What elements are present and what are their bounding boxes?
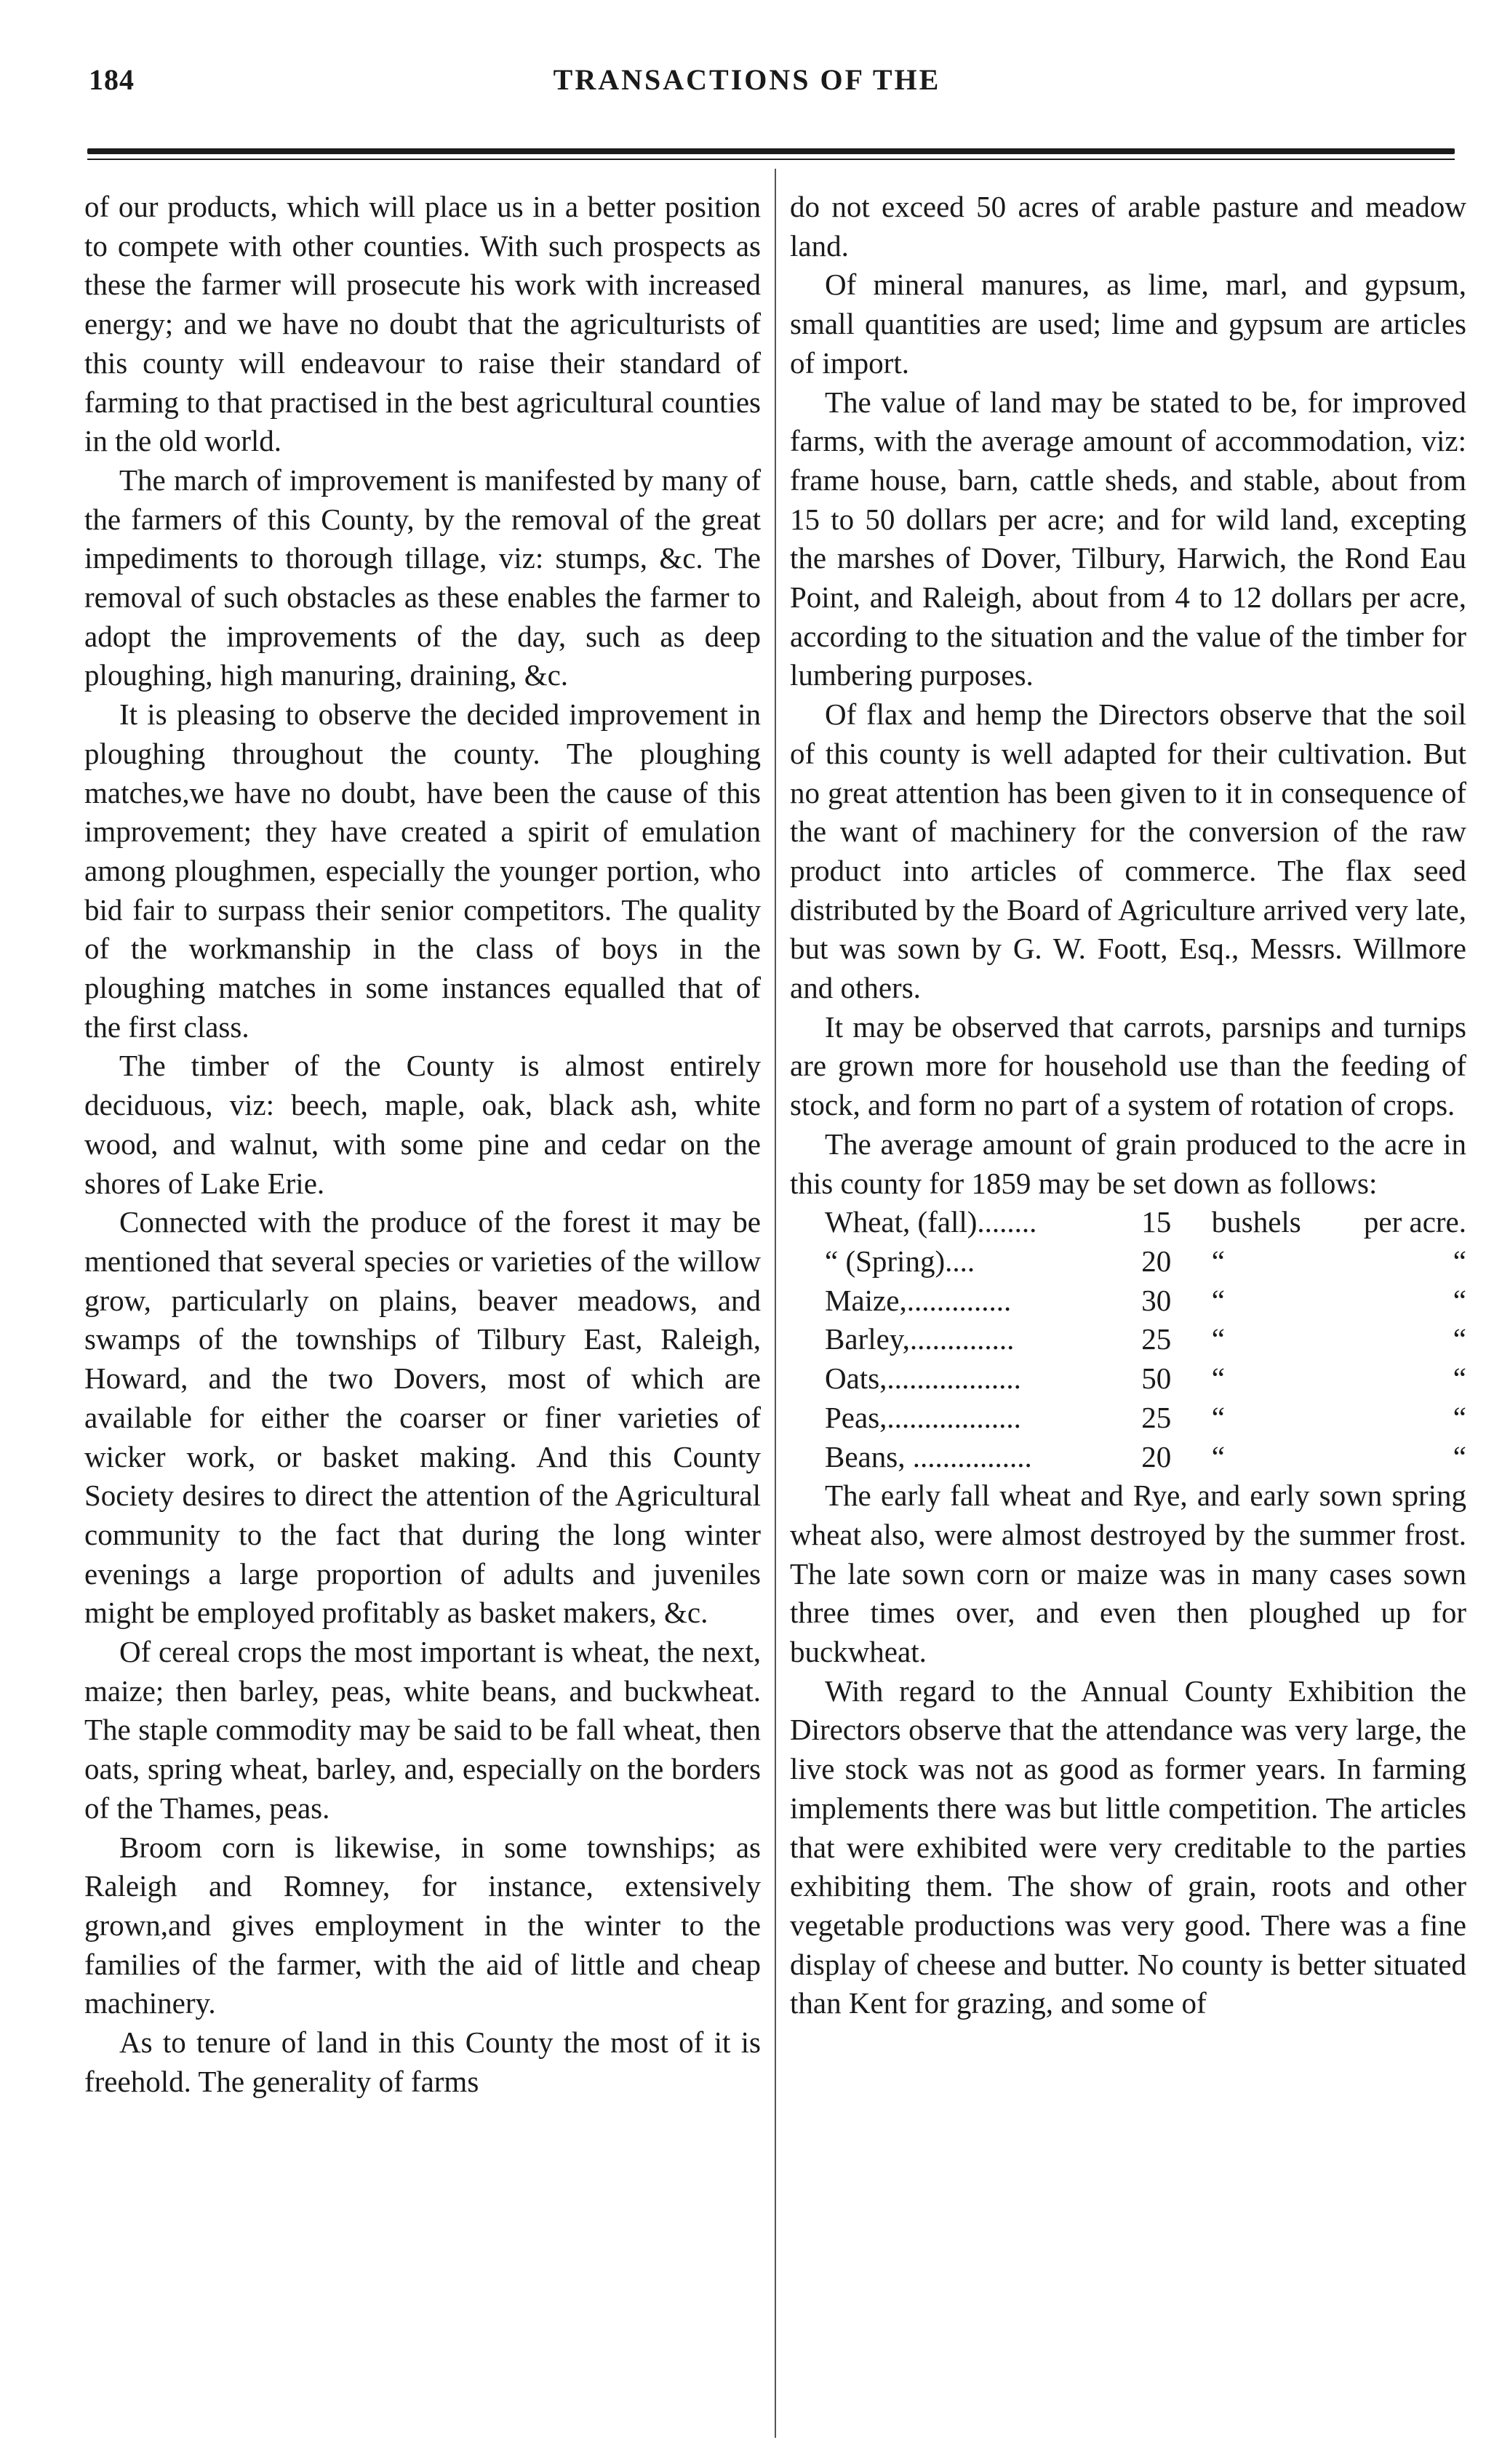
unit-cell: “ — [1211, 1283, 1225, 1317]
per-cell: “ — [1453, 1400, 1466, 1434]
header-rule-thin — [87, 159, 1455, 160]
unit-cell: bushels — [1211, 1205, 1301, 1239]
paragraph: The average amount of grain produced to the acre in this county for 1859 may be set down as follows: — [790, 1127, 1466, 1200]
table-row — [825, 1281, 1466, 1321]
paragraph: Of flax and hemp the Directors observe that the soil of this county is well adapted for their cultivation. But no great attention has been given to it in consequence of the want of machinery for the conversion of the raw product into articles of commerce. The flax seed distributed by the Board of Agriculture arrived very late, but was sown by G. W. Foott, Esq., Messrs. Willmore and others. — [790, 697, 1466, 1005]
paragraph: Broom corn is likewise, in some townships; as Raleigh and Romney, for instance, extensively grown,and gives employment in the winter to the families of the farmer, with the aid of little and cheap machinery. — [84, 1830, 761, 2020]
paragraph: The value of land may be stated to be, for improved farms, with the average amount of accommodation, viz: frame house, barn, cattle sheds, and stable, about from 15 to 50 dollars per acre; and for wild land, excepting the marshes of Dover, Tilbury, Harwich, the Rond Eau Point, and Raleigh, about from 4 to 12 dollars per acre, according to the situation and the value of the timber for lumbering purposes. — [790, 385, 1466, 692]
crop-cell: Wheat, (fall)........ — [825, 1205, 1037, 1239]
grain-yield-table — [825, 1203, 1466, 1476]
paragraph: The early fall wheat and Rye, and early sown spring wheat also, were almost destroyed by the summer frost. The late sown corn or maize was in many cases sown three times over, and even then ploughed up for buckwheat. — [790, 1479, 1466, 1669]
table-row — [825, 1242, 1466, 1281]
crop-cell: Maize,.............. — [825, 1283, 1012, 1317]
per-cell: per acre. — [1363, 1205, 1466, 1239]
crop-cell: Oats,.................. — [825, 1361, 1021, 1396]
right-column — [790, 188, 1466, 2023]
page-number: 184 — [89, 63, 135, 96]
paragraph: It is pleasing to observe the decided improvement in ploughing throughout the county. The ploughing matches,we have no doubt, have been the cause of this improvement; they have created a spirit of emulation among ploughmen, especially the younger portion, who bid fair to surpass their senior competitors. The quality of the workmanship in the class of boys in the ploughing matches in some instances equalled that of the first class. — [84, 697, 761, 1044]
page-header — [0, 63, 1494, 113]
table-row — [825, 1203, 1466, 1242]
crop-cell: Beans, ................ — [825, 1439, 1032, 1473]
bushels-cell: 50 — [1141, 1361, 1172, 1396]
paragraph: With regard to the Annual County Exhibition the Directors observe that the attendance was very large, the live stock was not as good as former years. In farming implements there was but little competition. The articles that were exhibited were very creditable to the parties exhibiting them. The show of grain, roots and other vegetable productions was very good. There was a fine display of cheese and butter. No county is better situated than Kent for grazing, and some of — [790, 1673, 1466, 2020]
table-row — [825, 1320, 1466, 1359]
unit-cell: “ — [1211, 1400, 1225, 1434]
column-divider — [775, 169, 776, 2438]
right-column-text-before-table — [790, 188, 1466, 1203]
bushels-cell: 25 — [1141, 1400, 1172, 1434]
bushels-cell: 20 — [1141, 1439, 1172, 1473]
per-cell: “ — [1453, 1283, 1466, 1317]
bushels-cell: 15 — [1141, 1205, 1172, 1239]
header-rule-thick — [87, 148, 1455, 154]
crop-cell: Peas,.................. — [825, 1400, 1021, 1434]
bushels-cell: 25 — [1141, 1322, 1172, 1356]
paragraph: do not exceed 50 acres of arable pasture and meadow land. — [790, 190, 1466, 263]
bushels-cell: 20 — [1141, 1244, 1172, 1278]
paragraph: of our products, which will place us in a better position to compete with other counties. With such prospects as these the farmer will prosecute his work with increased energy; and we have no doubt that the agriculturists of this county will endeavour to raise their standard of farming to that practised in the best agricultural counties in the old world. — [84, 190, 761, 458]
left-column — [84, 188, 761, 2101]
crop-cell: “ (Spring).... — [825, 1244, 975, 1278]
paragraph: Connected with the produce of the forest it may be mentioned that several species or varieties of the willow grow, particularly on plains, beaver meadows, and swamps of the townships of Tilbury East, Raleigh, Howard, and the two Dovers, most of which are available for either the coarser or finer varieties of wicker work, or basket making. And this County Society desires to direct the attention of the Agricultural community to the fact that during the long winter evenings a large proportion of adults and juveniles might be employed profitably as basket makers, &c. — [84, 1205, 761, 1630]
paragraph: The march of improvement is manifested by many of the farmers of this County, by the removal of the great impediments to thorough tillage, viz: stumps, &c. The removal of such obstacles as these enables the farmer to adopt the improvements of the day, such as deep ploughing, high manuring, draining, &c. — [84, 463, 761, 692]
paragraph: Of cereal crops the most important is wheat, the next, maize; then barley, peas, white beans, and buckwheat. The staple commodity may be said to be fall wheat, then oats, spring wheat, barley, and, especially on the borders of the Thames, peas. — [84, 1635, 761, 1825]
unit-cell: “ — [1211, 1322, 1225, 1356]
paragraph: The timber of the County is almost entirely deciduous, viz: beech, maple, oak, black ash, white wood, and walnut, with some pine and cedar on the shores of Lake Erie. — [84, 1049, 761, 1200]
per-cell: “ — [1453, 1439, 1466, 1473]
per-cell: “ — [1453, 1244, 1466, 1278]
unit-cell: “ — [1211, 1244, 1225, 1278]
right-column-text-after-table — [790, 1476, 1466, 2023]
crop-cell: Barley,.............. — [825, 1322, 1015, 1356]
unit-cell: “ — [1211, 1361, 1225, 1396]
table-row — [825, 1359, 1466, 1399]
paragraph: As to tenure of land in this County the most of it is freehold. The generality of farms — [84, 2025, 761, 2098]
bushels-cell: 30 — [1141, 1283, 1172, 1317]
running-title: TRANSACTIONS OF THE — [553, 63, 941, 96]
unit-cell: “ — [1211, 1439, 1225, 1473]
paragraph: It may be observed that carrots, parsnips and turnips are grown more for household use than the feeding of stock, and form no part of a system of rotation of crops. — [790, 1009, 1466, 1122]
paragraph: Of mineral manures, as lime, marl, and gypsum, small quantities are used; lime and gypsum are articles of import. — [790, 268, 1466, 380]
table-row — [825, 1438, 1466, 1477]
per-cell: “ — [1453, 1322, 1466, 1356]
table-row — [825, 1399, 1466, 1438]
per-cell: “ — [1453, 1361, 1466, 1396]
